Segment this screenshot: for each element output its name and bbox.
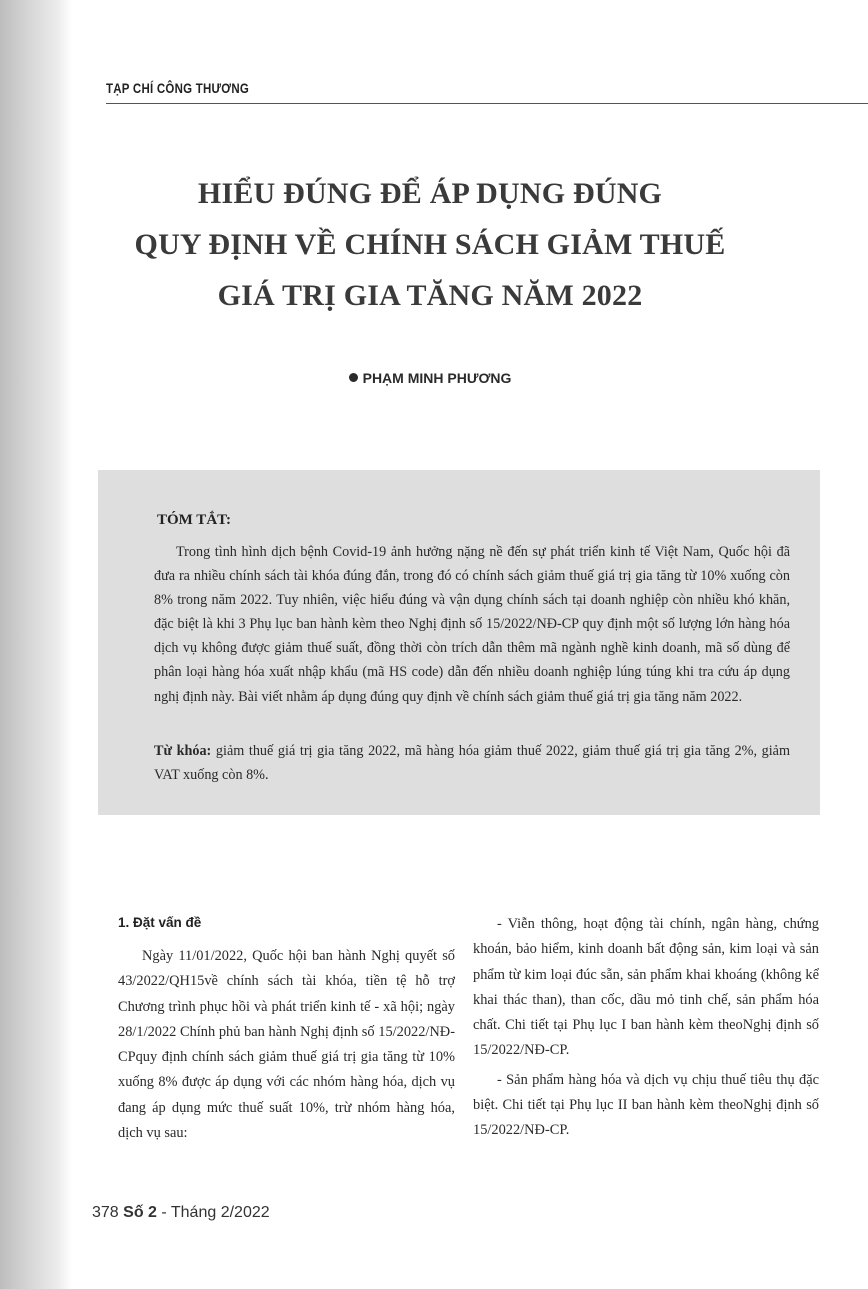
- body-paragraph: - Viễn thông, hoạt động tài chính, ngân hàng, chứng khoán, bảo hiểm, kinh doanh bất động sản, kim loại và sản phẩm từ kim loại đúc sẵn, sản phẩm khai khoáng (không kể khai thác than), than cốc, dầu mỏ tinh chế, sản phẩm hóa chất. Chi tiết tại Phụ lục I ban hành kèm theoNghị định số 15/2022/NĐ-CP.: [473, 916, 819, 1059]
- header-rule: [106, 103, 868, 104]
- title-line-1: HIỂU ĐÚNG ĐỂ ÁP DỤNG ĐÚNG: [197, 177, 663, 210]
- section-heading: 1. Đặt vấn đề: [118, 915, 202, 930]
- issue-number: Số 2: [123, 1204, 157, 1221]
- scan-edge-shadow: [0, 0, 72, 1289]
- abstract-keywords: [154, 739, 790, 787]
- body-paragraph: Ngày 11/01/2022, Quốc hội ban hành Nghị quyết số 43/2022/QH15về chính sách tài khóa, tiền tệ hỗ trợ Chương trình phục hồi và phát triển kinh tế - xã hội; ngày 28/1/2022 Chính phủ ban hành Nghị định số 15/2022/NĐ-CPquy định chính sách giảm thuế giá trị gia tăng từ 10% xuống 8% được áp dụng với các nhóm hàng hóa, dịch vụ đang áp dụng mức thuế suất 10%, trừ nhóm hàng hóa, dịch vụ sau:: [118, 948, 455, 1142]
- journal-name: TẠP CHÍ CÔNG THƯƠNG: [106, 80, 250, 96]
- abstract-body: Trong tình hình dịch bệnh Covid-19 ảnh hưởng nặng nề đến sự phát triển kinh tế Việt Nam, Quốc hội đã đưa ra nhiều chính sách tài khóa đúng đắn, trong đó có chính sách giảm thuế giá trị gia tăng từ 10% xuống còn 8% trong năm 2022. Tuy nhiên, việc hiểu đúng và vận dụng chính sách tại doanh nghiệp còn nhiều khó khăn, đặc biệt là khi 3 Phụ lục ban hành kèm theo Nghị định số 15/2022/NĐ-CP quy định một số lượng lớn hàng hóa dịch vụ không được giảm thuế suất, đồng thời còn trích dẫn thêm mã ngành nghề kinh doanh, mã số dùng để phân loại hàng hóa xuất nhập khẩu (mã HS code) dẫn đến nhiều doanh nghiệp lúng túng khi tra cứu áp dụng nghị định này. Bài viết nhằm áp dụng đúng quy định về chính sách giảm thuế giá trị gia tăng năm 2022.: [154, 544, 790, 705]
- issue-date: - Tháng 2/2022: [156, 1204, 270, 1221]
- keywords-text: giảm thuế giá trị gia tăng 2022, mã hàng hóa giảm thuế 2022, giảm thuế giá trị gia tăng 2%, giảm VAT xuống còn 8%.: [154, 743, 791, 784]
- page-number: 378: [92, 1204, 119, 1221]
- title-line-2: QUY ĐỊNH VỀ CHÍNH SÁCH GIẢM THUẾ: [134, 228, 726, 261]
- author-name: PHẠM MINH PHƯƠNG: [362, 370, 512, 386]
- bullet-icon: [349, 373, 358, 382]
- keywords-label: Từ khóa:: [154, 743, 212, 759]
- article-title: [120, 168, 740, 321]
- page-footer: [92, 1204, 270, 1222]
- title-line-3: GIÁ TRỊ GIA TĂNG NĂM 2022: [217, 279, 643, 312]
- left-column: [118, 912, 455, 1146]
- abstract-text: [154, 540, 790, 709]
- abstract-heading: TÓM TẮT:: [157, 512, 232, 528]
- author-byline: [120, 370, 740, 386]
- right-column: [473, 912, 819, 1144]
- body-paragraph: - Sản phẩm hàng hóa và dịch vụ chịu thuế tiêu thụ đặc biệt. Chi tiết tại Phụ lục II ban hành kèm theoNghị định số 15/2022/NĐ-CP.: [473, 1071, 819, 1139]
